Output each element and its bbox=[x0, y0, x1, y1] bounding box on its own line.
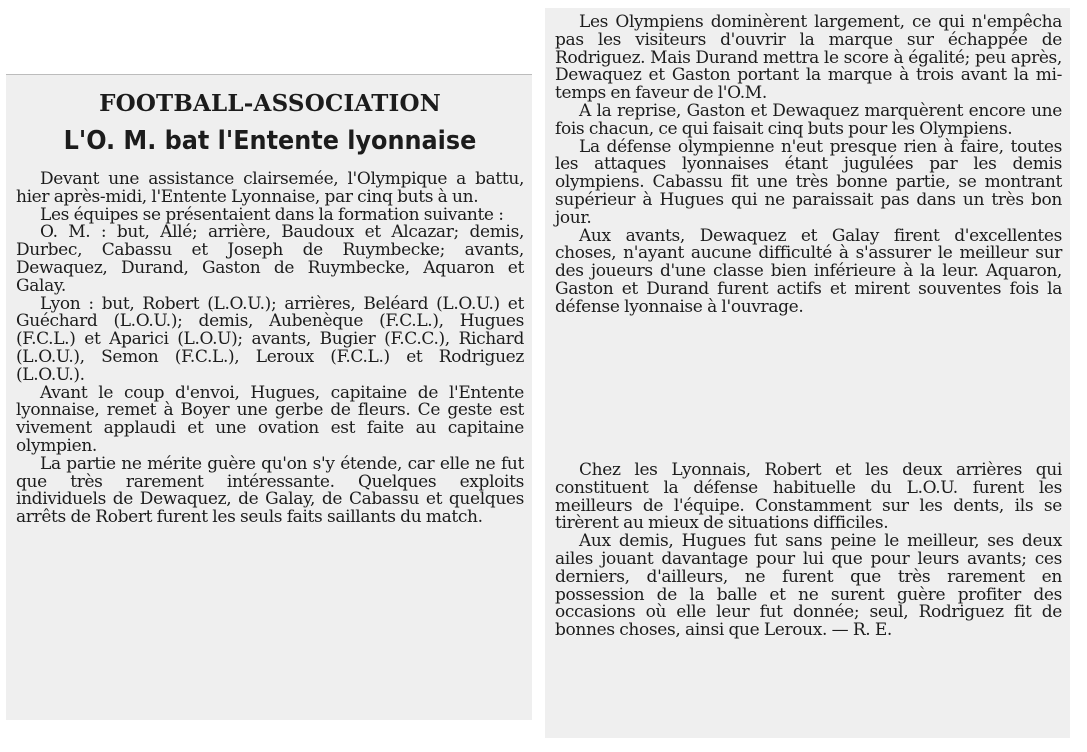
article-kicker: FOOTBALL-ASSOCIATION bbox=[99, 90, 441, 117]
paragraph: A la reprise, Gaston et Dewaquez marquèrent encore une fois chacun, ce qui faisait cinq buts pour les Olympiens. bbox=[555, 100, 1062, 139]
article-headline: L'O. M. bat l'Entente lyonnaise bbox=[63, 126, 477, 156]
paragraph: Chez les Lyonnais, Robert et les deux arrières qui constituent la défense habituelle du L.O.U. furent les meilleurs de l'équipe. Constamment sur les dents, ils se tirèrent au mieux de situations difficiles. bbox=[555, 460, 1062, 534]
article-clipping-right-top bbox=[545, 8, 1070, 460]
article-clipping-left bbox=[6, 74, 532, 720]
article-clipping-right-bottom bbox=[545, 460, 1070, 738]
paragraph: Aux demis, Hugues fut sans peine le meilleur, ses deux ailes jouant davantage pour lui que pour leurs avants; ces derniers, d'ailleurs, ne furent que très rarement en possession de la balle et ne surent guère profiter des occasions où elle leur fut donnée; seul, Rodriguez fit de bonnes choses, ainsi que Leroux. — R. E. bbox=[555, 531, 1062, 641]
paragraph: Devant une assistance clairsemée, l'Olympique a battu, hier après-midi, l'Entente Lyonnaise, par cinq buts à un. bbox=[16, 169, 524, 207]
paragraph: Lyon : but, Robert (L.O.U.); arrières, Beléard (L.O.U.) et Guéchard (L.O.U.); demis, Aubenèque (F.C.L.), Hugues (F.C.L.) et Aparici (L.O.U); avants, Bugier (F.C.C.), Richard (L.O.U.), Semon (F.C.L.), Leroux (F.C.L.) et Rodriguez (L.O.U.). bbox=[16, 293, 524, 385]
paragraph: O. M. : but, Allé; arrière, Baudoux et Alcazar; demis, Durbec, Cabassu et Joseph de Ruymbecke; avants, Dewaquez, Durand, Gaston de Ruymbecke, Aquaron et Galay. bbox=[16, 222, 524, 296]
paragraph: La partie ne mérite guère qu'on s'y étende, car elle ne fut que très rarement intéressante. Quelques exploits individuels de Dewaquez, de Galay, de Cabassu et quelques arrêts de Robert furent les seuls faits saillants du match. bbox=[16, 453, 524, 528]
paragraph: Les équipes se présentaient dans la formation suivante : bbox=[40, 204, 504, 225]
paragraph: Les Olympiens dominèrent largement, ce qui n'empêcha pas les visiteurs d'ouvrir la marque sur échappée de Rodriguez. Mais Durand mettra le score à égalité; peu après, Dewaquez et Gaston portant la marque à trois avant la mi-temps en faveur de l'O.M. bbox=[555, 12, 1062, 104]
paragraph: Avant le coup d'envoi, Hugues, capitaine de l'Entente lyonnaise, remet à Boyer une gerbe de fleurs. Ce geste est vivement applaudi et une ovation est faite au capitaine olympien. bbox=[16, 382, 524, 456]
paragraph: Aux avants, Dewaquez et Galay firent d'excellentes choses, n'ayant aucune difficulté à s'assurer le meilleur sur des joueurs d'une classe bien inférieure à la leur. Aquaron, Gaston et Durand furent actifs et mirent souventes fois la défense lyonnaise à l'ouvrage. bbox=[555, 225, 1062, 317]
paragraph: La défense olympienne n'eut presque rien à faire, toutes les attaques lyonnaises étant jugulées par les demis olympiens. Cabassu fit une très bonne partie, se montrant supérieur à Hugues qui ne paraissait pas dans un très bon jour. bbox=[555, 136, 1062, 228]
